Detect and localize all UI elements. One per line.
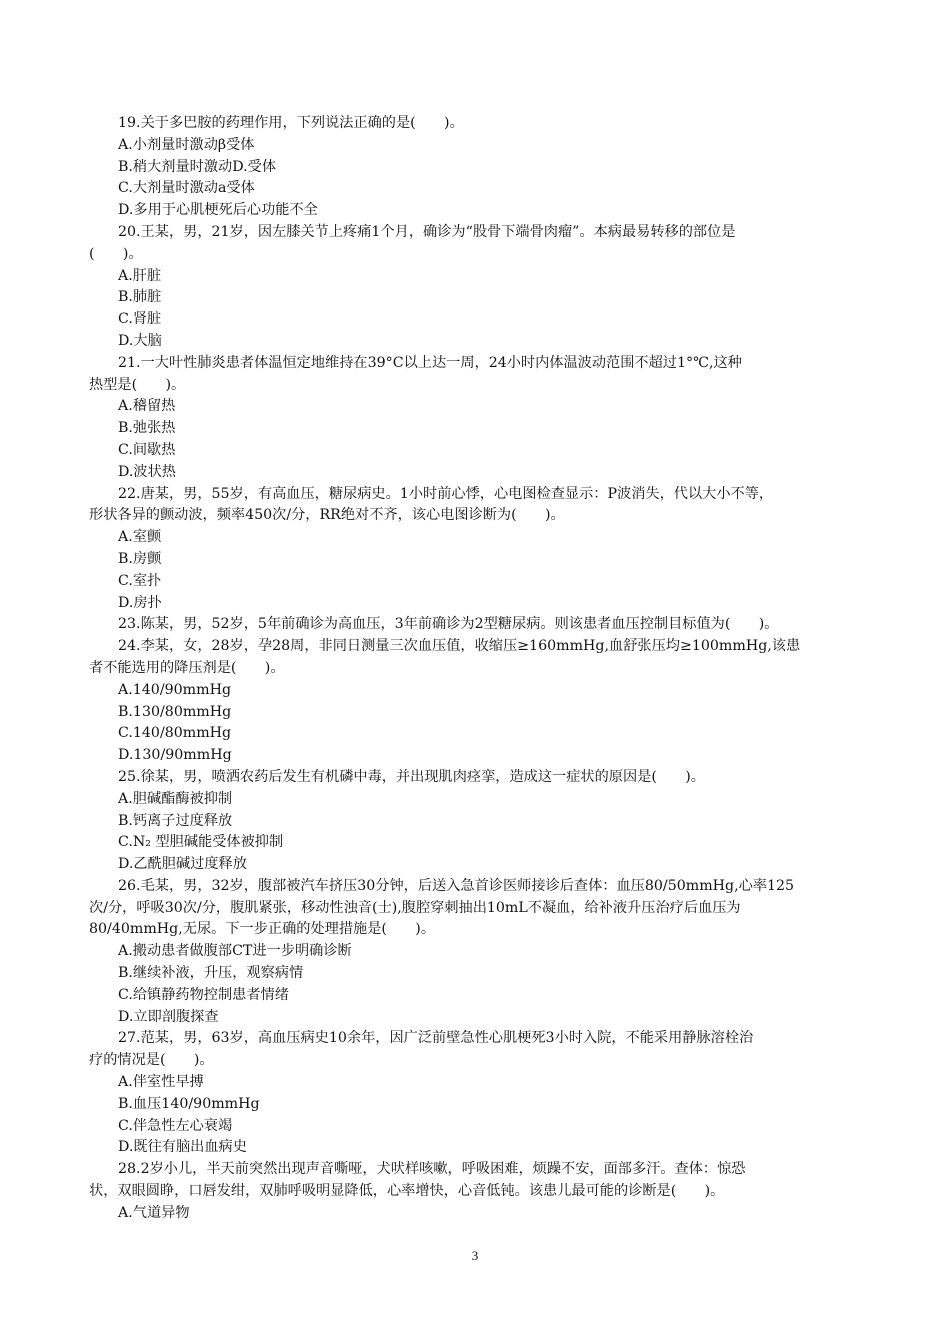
answer-option: A.稽留热 — [118, 398, 176, 415]
question-list — [89, 113, 865, 1225]
answer-option: A.140/90mmHg — [118, 681, 232, 698]
question-stem: 21.一大叶性肺炎患者体温恒定地维持在39°C以上达一周，24小时内体温波动范围不超过1°℃,这种 — [118, 354, 742, 371]
answer-option: C.室扑 — [118, 572, 162, 589]
answer-option: B.弛张热 — [118, 420, 176, 437]
answer-option: A.室颤 — [118, 529, 162, 546]
question-stem-continued: 次/分，呼吸30次/分，腹肌紧张，移动性浊音(士),腹腔穿刺抽出10mL不凝血，给补液升压治疗后血压为 — [89, 899, 741, 916]
answer-option: C.N₂ 型胆碱能受体被抑制 — [118, 834, 284, 851]
answer-option: B.钙离子过度释放 — [118, 812, 233, 829]
question-stem-continued: 疗的情况是( )。 — [89, 1052, 214, 1069]
question-stem-continued: 状，双眼圆睁，口唇发绀，双肺呼吸明显降低，心率增快，心音低钝。该患儿最可能的诊断是( )。 — [89, 1183, 725, 1200]
question-stem: 28.2岁小儿，半天前突然出现声音嘶哑，犬吠样咳嗽，呼吸困难，烦躁不安，面部多汗。查体：惊恐 — [118, 1161, 746, 1178]
question-stem: 22.唐某，男，55岁，有高血压，糖尿病史。1小时前心悸，心电图检查显示：P波消失，代以大小不等， — [118, 485, 774, 502]
answer-option: A.气道异物 — [118, 1204, 190, 1221]
question-stem: 24.李某，女，28岁，孕28周，非同日测量三次血压值，收缩压≥160mmHg,血舒张压均≥100mmHg,该患 — [118, 638, 801, 655]
question-stem-continued: ( )。 — [89, 245, 143, 262]
answer-option: A.胆碱酯酶被抑制 — [118, 790, 233, 807]
answer-option: B.继续补液，升压，观察病情 — [118, 965, 304, 982]
question-stem: 26.毛某，男，32岁，腹部被汽车挤压30分钟，后送入急首诊医师接诊后查体：血压80/50mmHg,心率125 — [118, 877, 795, 894]
answer-option: C.伴急性左心衰竭 — [118, 1117, 233, 1134]
answer-option: C.肾脏 — [118, 311, 162, 328]
answer-option: D.立即剖腹探查 — [118, 1008, 219, 1025]
answer-option: D.波状热 — [118, 463, 176, 480]
question-stem: 23.陈某，男，52岁，5年前确诊为高血压，3年前确诊为2型糖尿病。则该患者血压控制目标值为( )。 — [118, 616, 779, 633]
answer-option: C.间歇热 — [118, 441, 176, 458]
question-stem: 27.范某，男，63岁，高血压病史10余年，因广泛前壁急性心肌梗死3小时入院，不能采用静脉溶栓治 — [118, 1030, 754, 1047]
answer-option: B.房颤 — [118, 550, 162, 567]
answer-option: A.肝脏 — [118, 267, 162, 284]
answer-option: C.给镇静药物控制患者情绪 — [118, 986, 289, 1003]
answer-option: D.多用于心肌梗死后心功能不全 — [118, 202, 318, 219]
answer-option: D.乙酰胆碱过度释放 — [118, 856, 247, 873]
answer-option: B.血压140/90mmHg — [118, 1095, 260, 1112]
answer-option: D.既往有脑出血病史 — [118, 1139, 247, 1156]
question-stem: 25.徐某，男，喷洒农药后发生有机磷中毒，并出现肌肉痉挛，造成这一症状的原因是( )。 — [118, 768, 705, 785]
answer-option: B.130/80mmHg — [118, 703, 232, 720]
question-stem-continued: 80/40mmHg,无尿。下一步正确的处理措施是( )。 — [89, 921, 436, 938]
question-stem-continued: 形状各异的颤动波，频率450次/分，RR绝对不齐，该心电图诊断为( )。 — [89, 507, 565, 524]
page-number: 3 — [471, 1248, 479, 1263]
answer-option: D.房扑 — [118, 594, 162, 611]
question-stem: 19.关于多巴胺的药理作用，下列说法正确的是( )。 — [118, 115, 464, 131]
question-stem: 20.王某，男，21岁，因左膝关节上疼痛1个月，确诊为“股骨下端骨肉瘤”。本病最易转移的部位是 — [118, 223, 736, 240]
answer-option: A.伴室性早搏 — [118, 1074, 204, 1091]
answer-option: D.大脑 — [118, 332, 162, 349]
question-stem-continued: 热型是( )。 — [89, 376, 186, 393]
answer-option: A.小剂量时激动β受体 — [118, 136, 255, 153]
answer-option: C.大剂量时激动a受体 — [118, 180, 255, 197]
answer-option: B.稍大剂量时激动D.受体 — [118, 158, 277, 175]
answer-option: A.搬动患者做腹部CT进一步明确诊断 — [118, 943, 352, 960]
question-stem-continued: 者不能选用的降压剂是( )。 — [89, 659, 285, 676]
answer-option: D.130/90mmHg — [118, 747, 232, 764]
answer-option: B.肺脏 — [118, 289, 162, 306]
answer-option: C.140/80mmHg — [118, 725, 232, 742]
